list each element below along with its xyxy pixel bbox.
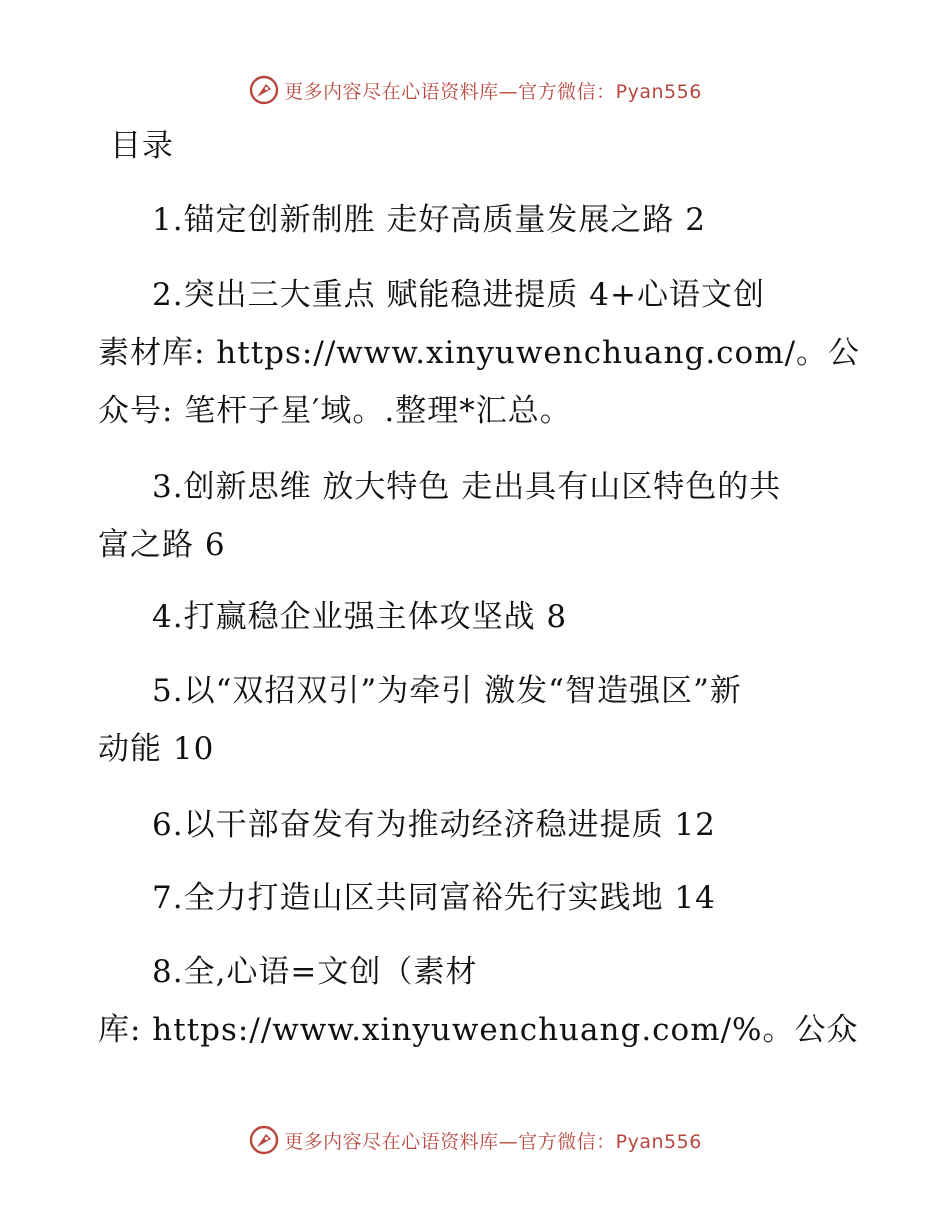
toc-line: 3.创新思维 放大特色 走出具有山区特色的共 [152, 469, 782, 505]
toc-heading: 目录 [110, 128, 174, 164]
toc-line: 4.打赢稳企业强主体攻坚战 8 [152, 599, 568, 635]
toc-line: 动能 10 [98, 731, 215, 767]
watermark-text: 更多内容尽在心语资料库—官方微信：Pyan556 [284, 1130, 702, 1153]
toc-line: 5.以“双招双引”为牵引 激发“智造强区”新 [152, 673, 742, 709]
toc-line: 2.突出三大重点 赋能稳进提质 4+心语文创 [152, 277, 765, 313]
toc-line: 6.以干部奋发有为推动经济稳进提质 12 [152, 807, 716, 843]
toc-line: 库: https://www.xinyuwenchuang.com/%。公众 [98, 1012, 859, 1048]
footer-watermark [0, 1124, 950, 1156]
pen-nib-logo-icon [248, 74, 280, 106]
pen-nib-logo-icon [248, 1124, 280, 1156]
watermark-text: 更多内容尽在心语资料库—官方微信：Pyan556 [284, 80, 702, 103]
toc-line: 众号: 笔杆子星′域。.整理*汇总。 [98, 393, 572, 429]
toc-line: 7.全力打造山区共同富裕先行实践地 14 [152, 880, 716, 916]
toc-line: 1.锚定创新制胜 走好高质量发展之路 2 [152, 202, 707, 238]
toc-line: 8.全,心语=文创（素材 [152, 954, 478, 990]
toc-line: 素材库: https://www.xinyuwenchuang.com/。公 [98, 335, 861, 371]
header-watermark [0, 74, 950, 106]
toc-line: 富之路 6 [98, 527, 226, 563]
